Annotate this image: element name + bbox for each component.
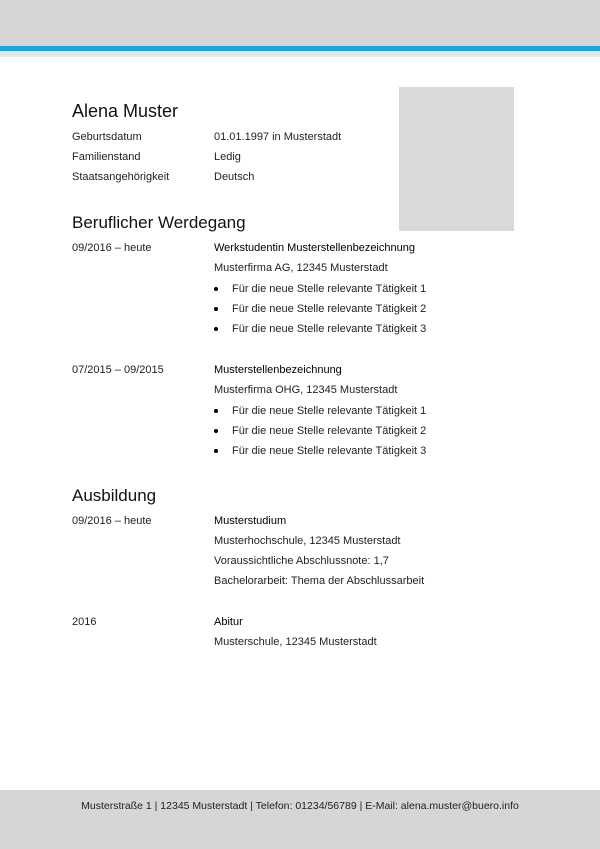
career-entry-title: Musterstellenbezeichnung (214, 364, 342, 376)
personal-label: Familienstand (72, 151, 141, 163)
education-entry-line: Musterhochschule, 12345 Musterstadt (214, 535, 401, 547)
header-divider (0, 51, 600, 57)
bullet-text: Für die neue Stelle relevante Tätigkeit 2 (232, 303, 427, 315)
personal-value: 01.01.1997 in Musterstadt (214, 131, 342, 143)
education-entry-line: Voraussichtliche Abschlussnote: 1,7 (214, 555, 389, 567)
bullet-text: Für die neue Stelle relevante Tätigkeit 1 (232, 283, 427, 295)
education-entry-title: Abitur (214, 616, 243, 628)
bullet-dot (214, 449, 218, 453)
education-heading: Ausbildung (72, 486, 157, 505)
bullet-dot (214, 429, 218, 433)
education-entry-date: 2016 (72, 616, 97, 628)
personal-value: Deutsch (214, 171, 255, 183)
education-entry-line: Bachelorarbeit: Thema der Abschlussarbeit (214, 575, 425, 587)
personal-row-marital-status (72, 147, 512, 167)
personal-row-birthdate (72, 127, 512, 147)
career-entry-date: 07/2015 – 09/2015 (72, 364, 164, 376)
career-entry-date: 09/2016 – heute (72, 242, 152, 254)
personal-value: Ledig (214, 151, 241, 163)
bullet-text: Für die neue Stelle relevante Tätigkeit 3 (232, 445, 427, 457)
bullet-text: Für die neue Stelle relevante Tätigkeit 1 (232, 405, 427, 417)
applicant-name: Alena Muster (72, 101, 179, 121)
education-entry-date: 09/2016 – heute (72, 515, 152, 527)
career-entry-company: Musterfirma AG, 12345 Musterstadt (214, 262, 388, 274)
career-heading: Beruflicher Werdegang (72, 213, 246, 232)
header-band (0, 0, 600, 46)
bullet-text: Für die neue Stelle relevante Tätigkeit 3 (232, 323, 427, 335)
personal-label: Geburtsdatum (72, 131, 142, 143)
bullet-dot (214, 409, 218, 413)
career-entry-title: Werkstudentin Musterstellenbezeichnung (214, 242, 415, 254)
career-entry-company: Musterfirma OHG, 12345 Musterstadt (214, 384, 398, 396)
education-entry-title: Musterstudium (214, 515, 287, 527)
footer-contact: Musterstraße 1 | 12345 Musterstadt | Telefon: 01234/56789 | E-Mail: alena.muster@buero.info (81, 800, 519, 812)
footer-band (0, 790, 600, 849)
bullet-text: Für die neue Stelle relevante Tätigkeit 2 (232, 425, 427, 437)
bullet-dot (214, 287, 218, 291)
bullet-dot (214, 307, 218, 311)
personal-label: Staatsangehörigkeit (72, 171, 170, 183)
bullet-dot (214, 327, 218, 331)
education-entry-line: Musterschule, 12345 Musterstadt (214, 636, 377, 648)
personal-row-nationality (72, 167, 512, 187)
